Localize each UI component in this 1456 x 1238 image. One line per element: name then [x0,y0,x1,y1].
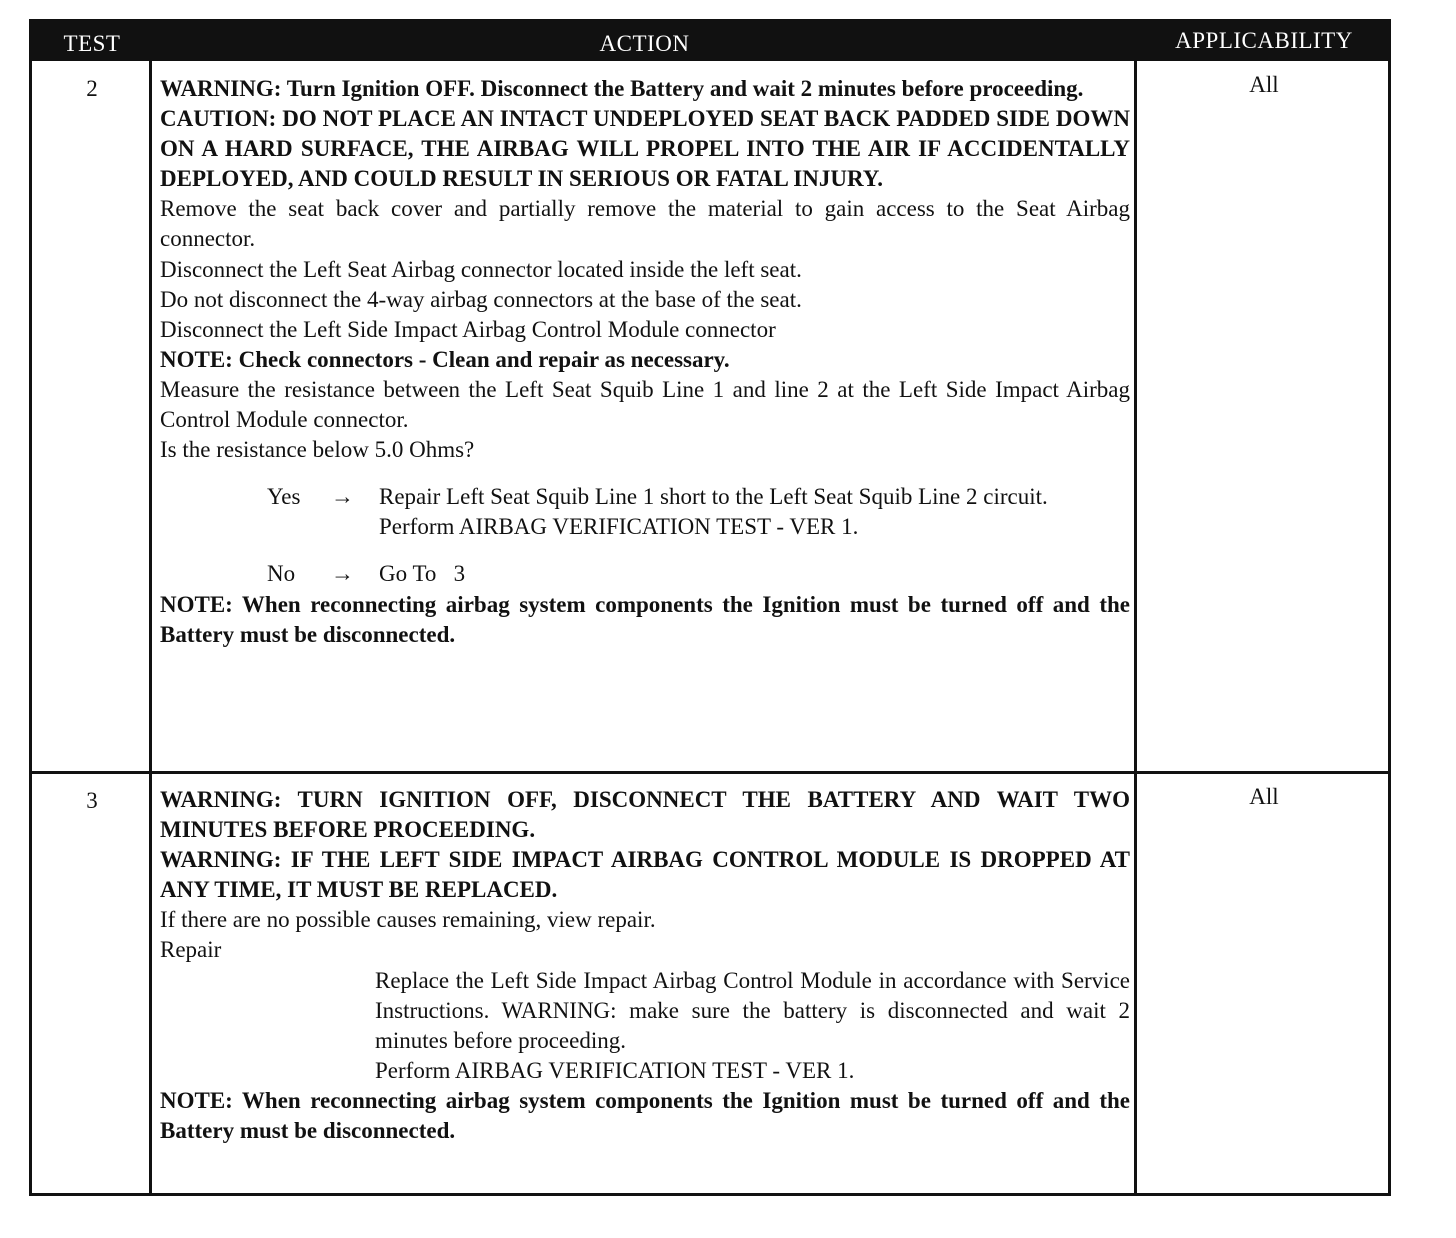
warning-text: WARNING: Turn Ignition OFF. Disconnect the Battery and wait 2 minutes before proceeding. [160,76,1084,101]
repair-perform-text: Perform AIRBAG VERIFICATION TEST - VER 1. [375,1057,855,1083]
action-cell [160,785,1130,1146]
column-divider [1134,58,1137,1193]
applicability-value: All [1249,784,1279,809]
question-text: Is the resistance below 5.0 Ohms? [160,437,475,463]
header-action: ACTION [599,31,690,56]
warning-text: WARNING: IF THE LEFT SIDE IMPACT AIRBAG CONTROL MODULE IS DROPPED AT ANY TIME, IT MUST BE REPLACED. [160,847,1130,903]
yes-action-text: Repair Left Seat Squib Line 1 short to the Left Seat Squib Line 2 circuit. [379,484,1048,510]
answer-yes [267,482,1130,542]
repair-block [375,966,1130,1086]
row-divider [32,771,1388,774]
note-text: NOTE: When reconnecting airbag system components the Ignition must be turned off and the Battery must be disconnected. [160,591,1130,647]
repair-label: Repair [160,937,222,963]
note-text: NOTE: Check connectors - Clean and repair as necessary. [160,346,730,372]
step-text: Disconnect the Left Side Impact Airbag Control Module connector [160,316,776,342]
header-applicability: APPLICABILITY [1175,28,1353,53]
yes-perform-text: Perform AIRBAG VERIFICATION TEST - VER 1. [379,514,859,540]
action-cell [160,74,1130,650]
answer-no [267,559,1130,589]
caution-text: CAUTION: DO NOT PLACE AN INTACT UNDEPLOYED SEAT BACK PADDED SIDE DOWN ON A HARD SURFACE, THE AIRBAG WILL PROPEL INTO THE AIR IF ACCIDENTALLY DEPLOYED, AND COULD RESULT IN SERIOUS OR FATAL INJURY. [160,106,1130,192]
diagnostic-test-table [29,19,1391,1196]
test-number: 3 [86,788,98,813]
note-text: NOTE: When reconnecting airbag system components the Ignition must be turned off and the Battery must be disconnected. [160,1087,1130,1144]
yes-label: Yes [267,484,301,510]
right-arrow-icon: → [331,484,354,510]
right-arrow-icon: → [331,561,354,587]
column-divider [149,58,152,1193]
test-number: 2 [86,76,98,101]
warning-text: WARNING: TURN IGNITION OFF, DISCONNECT THE BATTERY AND WAIT TWO MINUTES BEFORE PROCEEDING. [160,787,1130,843]
repair-text: Replace the Left Side Impact Airbag Control Module in accordance with Service Instructions. WARNING: make sure the battery is disconnected and wait 2 minutes before proceeding. [375,967,1130,1053]
no-label: No [267,561,296,587]
info-text: If there are no possible causes remaining, view repair. [160,907,656,933]
step-text: Remove the seat back cover and partially remove the material to gain access to the Seat Airbag connector. [160,196,1130,252]
step-text: Do not disconnect the 4-way airbag connectors at the base of the seat. [160,286,802,312]
header-test: TEST [63,31,121,56]
measure-text: Measure the resistance between the Left Seat Squib Line 1 and line 2 at the Left Side Impact Airbag Control Module connector. [160,376,1130,433]
no-action-text: Go To 3 [379,561,466,587]
step-text: Disconnect the Left Seat Airbag connector located inside the left seat. [160,256,802,282]
applicability-value: All [1249,72,1279,97]
table-header [32,22,1388,61]
